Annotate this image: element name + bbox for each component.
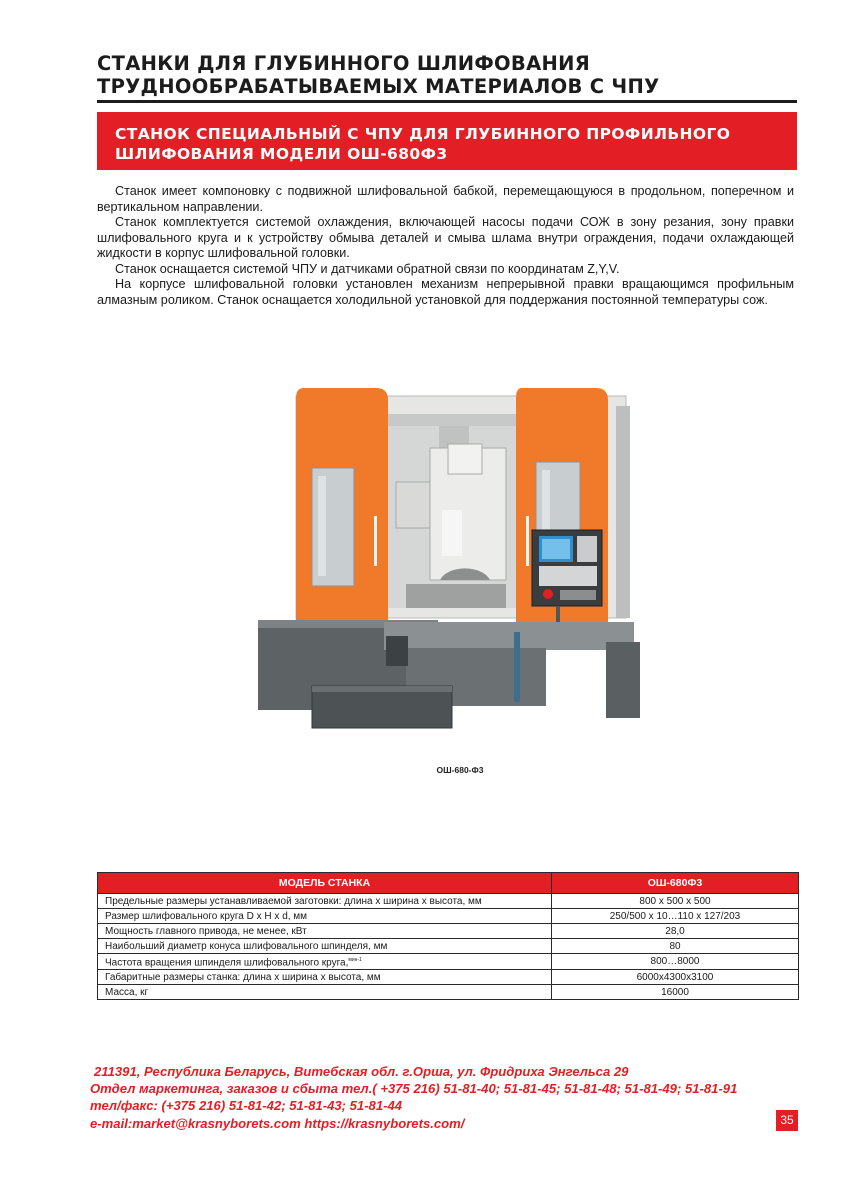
contact-footer bbox=[90, 1063, 810, 1132]
spec-value: 6000х4300х3100 bbox=[552, 970, 799, 985]
spec-value: 800 х 500 х 500 bbox=[552, 894, 799, 909]
table-row bbox=[98, 894, 799, 909]
description bbox=[97, 184, 794, 308]
footer-fax: тел/факс: (+375 216) 51-81-42; 51-81-43; 51-81-44 bbox=[90, 1098, 403, 1114]
banner-heading bbox=[115, 124, 781, 164]
table-row bbox=[98, 924, 799, 939]
table-row bbox=[98, 970, 799, 985]
specs-header-row bbox=[98, 873, 799, 894]
spec-parameter: Размер шлифовального круга D x H x d, мм bbox=[98, 909, 552, 924]
table-row bbox=[98, 939, 799, 954]
spec-value: 800…8000 bbox=[552, 954, 799, 970]
spec-value: 80 bbox=[552, 939, 799, 954]
spec-unit: мин-1 bbox=[348, 957, 362, 963]
table-row bbox=[98, 985, 799, 1000]
description-paragraph: Станок имеет компоновку с подвижной шлифовальной бабкой, перемещающуюся в продольном, поперечном и вертикальном направлении. bbox=[97, 184, 794, 214]
column-header-model: ОШ-680Ф3 bbox=[552, 873, 799, 894]
description-paragraph: Станок оснащается системой ЧПУ и датчиками обратной связи по координатам Z,Y,V. bbox=[115, 261, 620, 276]
column-header-parameter: МОДЕЛЬ СТАНКА bbox=[98, 873, 552, 894]
spec-value: 16000 bbox=[552, 985, 799, 1000]
page-title bbox=[97, 52, 797, 98]
table-row bbox=[98, 954, 799, 970]
specs-table bbox=[97, 872, 799, 1000]
machine-photo bbox=[256, 386, 642, 732]
spec-parameter: Мощность главного привода, не менее, кВт bbox=[98, 924, 552, 939]
spec-value: 250/500 х 10…110 х 127/203 bbox=[552, 909, 799, 924]
footer-email-web: e-mail:market@krasnyborets.com https://krasnyborets.com/ bbox=[90, 1115, 465, 1131]
title-line-2: ТРУДНООБРАБАТЫВАЕМЫХ МАТЕРИАЛОВ С ЧПУ bbox=[97, 75, 660, 98]
photo-caption: ОШ-680-Ф3 bbox=[436, 765, 484, 775]
description-paragraph: На корпусе шлифовальной головки установлен механизм непрерывной правки вращающимся профильным алмазным роликом. Станок оснащается холодильной установкой для поддержания постоянной температуры сож. bbox=[97, 277, 794, 307]
spec-parameter: Масса, кг bbox=[98, 985, 552, 1000]
footer-address: 211391, Республика Беларусь, Витебская обл. г.Орша, ул. Фридриха Энгельса 29 bbox=[94, 1064, 629, 1079]
spec-parameter: Частота вращения шпинделя шлифовального круга, bbox=[105, 957, 349, 969]
spec-value: 28,0 bbox=[552, 924, 799, 939]
spec-parameter: Габаритные размеры станка: длина х ширина х высота, мм bbox=[98, 970, 552, 985]
title-divider bbox=[97, 100, 797, 103]
model-banner bbox=[97, 112, 797, 170]
title-line-1: СТАНКИ ДЛЯ ГЛУБИННОГО ШЛИФОВАНИЯ bbox=[97, 52, 591, 75]
banner-line-2: ШЛИФОВАНИЯ МОДЕЛИ ОШ-680Ф3 bbox=[115, 145, 448, 163]
spec-parameter: Наибольший диаметр конуса шлифовального шпинделя, мм bbox=[98, 939, 552, 954]
spec-parameter-cell bbox=[98, 954, 552, 970]
banner-line-1: СТАНОК СПЕЦИАЛЬНЫЙ С ЧПУ ДЛЯ ГЛУБИННОГО ПРОФИЛЬНОГО bbox=[115, 125, 731, 143]
spec-parameter: Предельные размеры устанавливаемой заготовки: длина х ширина х высота, мм bbox=[98, 894, 552, 909]
page-number: 35 bbox=[776, 1110, 798, 1131]
table-row bbox=[98, 909, 799, 924]
footer-marketing-phones: Отдел маркетинга, заказов и сбыта тел.( +375 216) 51-81-40; 51-81-45; 51-81-48; 51-81-49; 51-81-91 bbox=[90, 1081, 738, 1097]
description-paragraph: Станок комплектуется системой охлаждения, включающей насосы подачи СОЖ в зону резания, зону правки шлифовального круга и к устройству обмыва деталей и смыва шлама внутри ограждения, подачи охлаждающей жидкости в корпус шлифовальной головки. bbox=[97, 215, 794, 260]
